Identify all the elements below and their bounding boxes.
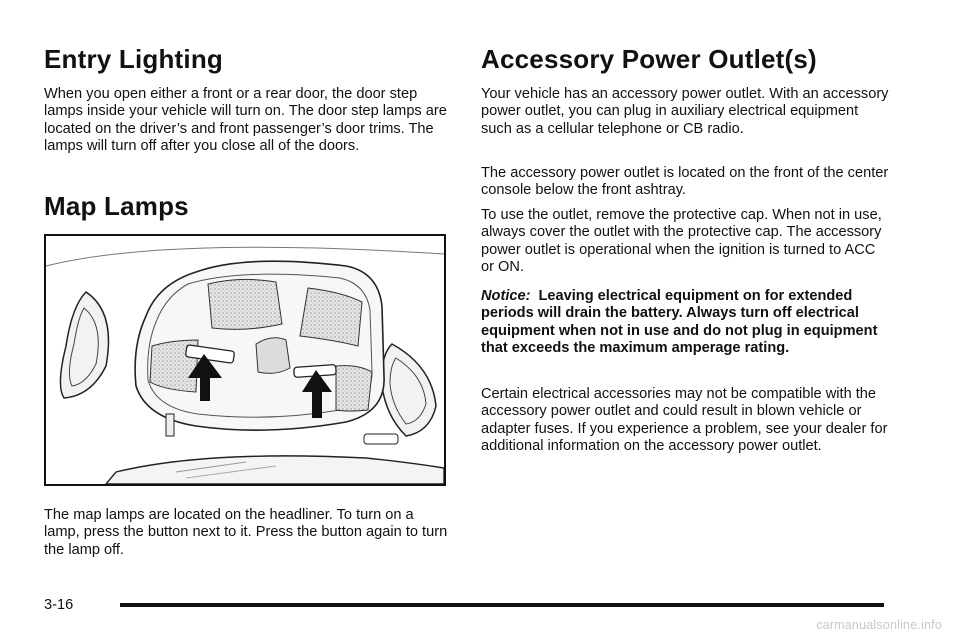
page-number: 3-16 xyxy=(44,597,74,613)
entry-lighting-text: When you open either a front or a rear door, the door step lamps inside your vehicle will turn on. The door step lamps are located on the driver’s and front passenger’s door trims. The lamps will turn off after you close all of the doors. xyxy=(44,86,447,155)
notice-paragraph xyxy=(481,288,891,358)
entry-lighting-heading: Entry Lighting xyxy=(44,44,223,74)
footer-rule xyxy=(120,603,884,607)
notice-label: Notice: xyxy=(481,288,531,304)
map-lamps-text: The map lamps are located on the headliner. To turn on a lamp, press the button next to it. Press the button again to turn the lamp off. xyxy=(44,507,448,558)
headliner-drawing xyxy=(46,236,444,484)
map-lamps-illustration xyxy=(44,234,446,486)
watermark: carmanualsonline.info xyxy=(816,618,942,632)
outlet-location-text: The accessory power outlet is located on the front of the center console below the front ashtray. xyxy=(481,165,889,199)
map-lamps-heading: Map Lamps xyxy=(44,191,189,221)
outlet-compatibility-text: Certain electrical accessories may not be compatible with the accessory power outlet and could result in blown vehicle or adapter fuses. If you experience a problem, see your dealer for additional information on the accessory power outlet. xyxy=(481,386,888,455)
notice-text: Leaving electrical equipment on for extended periods will drain the battery. Always turn off electrical equipment when not in use and do not plug in equipment that exceeds the maximum amperage rating. xyxy=(481,288,878,357)
outlet-usage-text: To use the outlet, remove the protective cap. When not in use, always cover the outlet with the protective cap. The accessory power outlet is operational when the ignition is turned to ACC or ON. xyxy=(481,207,882,276)
outlet-intro-text: Your vehicle has an accessory power outlet. With an accessory power outlet, you can plug in auxiliary electrical equipment such as a cellular telephone or CB radio. xyxy=(481,86,889,137)
accessory-power-outlet-heading: Accessory Power Outlet(s) xyxy=(481,44,817,74)
